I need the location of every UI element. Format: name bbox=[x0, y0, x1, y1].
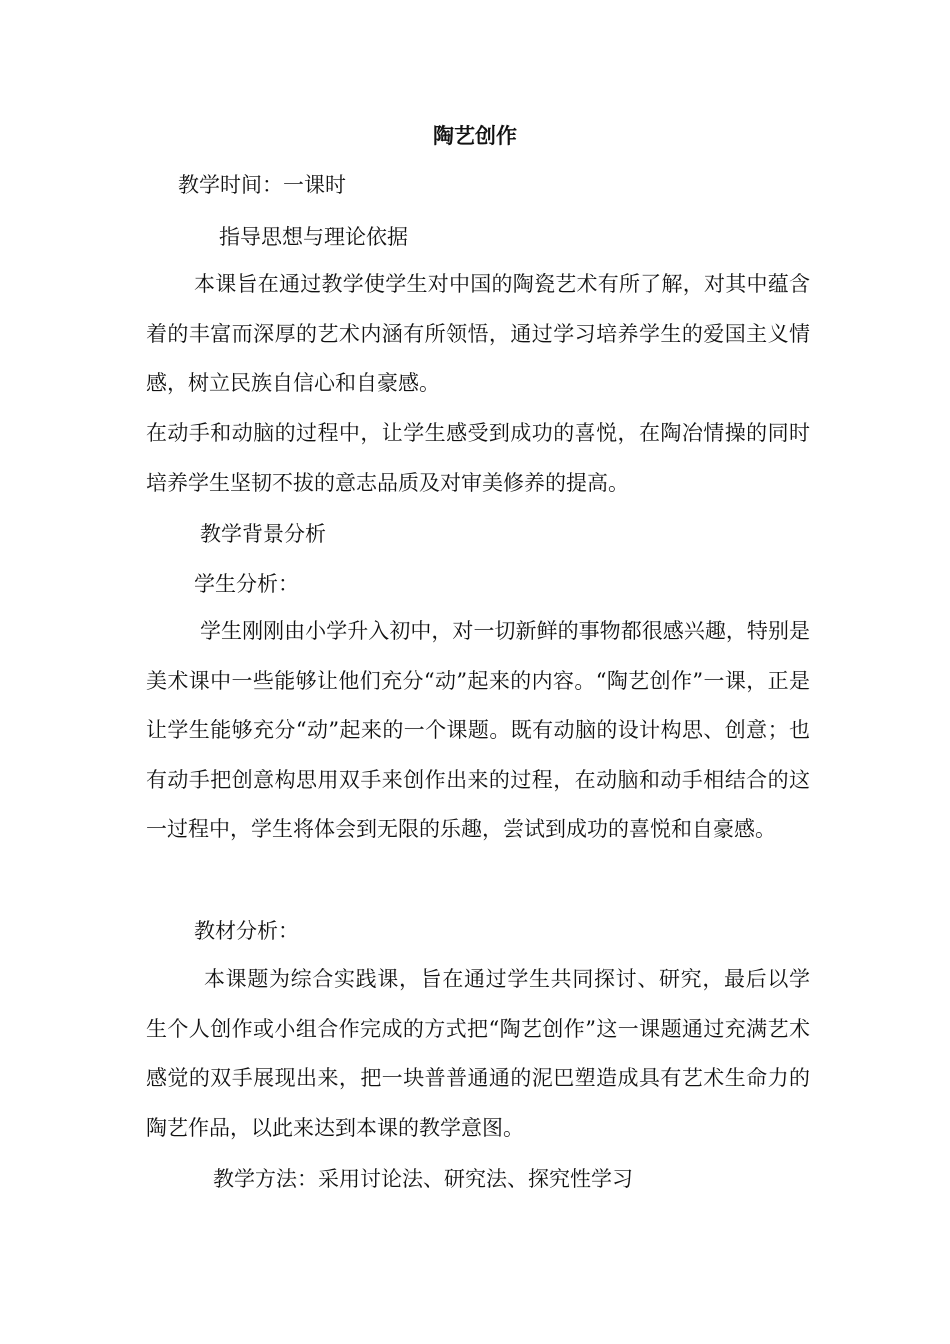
student-analysis-paragraph: 学生刚刚由小学升入初中，对一切新鲜的事物都很感兴趣，特别是美术课中一些能够让他们充分“动”起来的内容。“陶艺创作”一课，正是让学生能够充分“动”起来的一个课题。既有动脑的设计构思、创意；也有动手把创意构思用双手来创作出来的过程，在动脑和动手相结合的这一过程中，学生将体会到无限的乐趣，尝试到成功的喜悦和自豪感。 bbox=[146, 619, 810, 841]
guiding-paragraph-2: 在动手和动脑的过程中，让学生感受到成功的喜悦，在陶冶情操的同时培养学生坚韧不拔的意志品质及对审美修养的提高。 bbox=[146, 421, 810, 495]
guiding-paragraph-1: 本课旨在通过教学使学生对中国的陶瓷艺术有所了解，对其中蕴含着的丰富而深厚的艺术内涵有所领悟，通过学习培养学生的爱国主义情感，树立民族自信心和自豪感。 bbox=[146, 272, 810, 395]
teaching-method: 教学方法：采用讨论法、研究法、探究性学习 bbox=[213, 1167, 633, 1191]
material-analysis-paragraph: 本课题为综合实践课，旨在通过学生共同探讨、研究，最后以学生个人创作或小组合作完成的方式把“陶艺创作”这一课题通过充满艺术感觉的双手展现出来，把一块普普通通的泥巴塑造成具有艺术生命力的陶艺作品，以此来达到本课的教学意图。 bbox=[146, 967, 810, 1140]
guiding-heading: 指导思想与理论依据 bbox=[219, 225, 408, 249]
material-analysis-heading: 教材分析： bbox=[194, 919, 299, 943]
background-heading: 教学背景分析 bbox=[200, 522, 326, 546]
student-analysis-heading: 学生分析： bbox=[194, 572, 299, 596]
document-title: 陶艺创作 bbox=[433, 124, 517, 148]
teaching-time: 教学时间：一课时 bbox=[178, 173, 346, 197]
